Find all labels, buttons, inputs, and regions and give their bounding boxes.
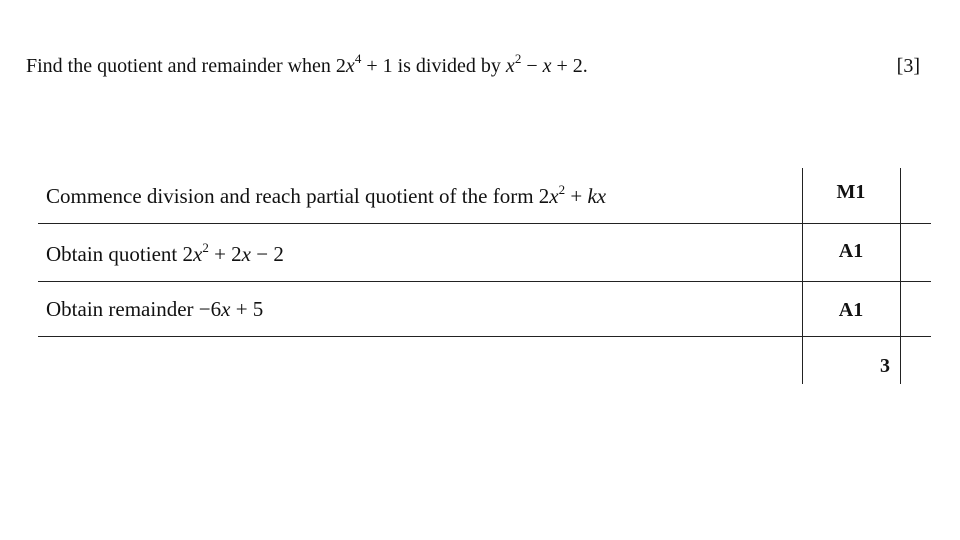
question-marks: [3] (896, 55, 920, 77)
question-variable: x (505, 55, 515, 77)
description-text: Obtain quotient 2 (46, 242, 193, 266)
description-variable: x (221, 297, 231, 321)
question-text-part: − (521, 55, 543, 77)
description-variable: kx (587, 184, 607, 208)
question-text-part: Find the quotient and remainder when 2 (26, 55, 346, 77)
description-text: Commence division and reach partial quotient of the form 2 (46, 184, 550, 208)
description-text: + 5 (230, 297, 264, 321)
description-variable: x (241, 242, 251, 266)
total-marks: 3 (880, 355, 890, 377)
scheme-description (46, 240, 284, 268)
question-text-part: + 2. (551, 55, 588, 77)
question-exponent: 4 (354, 51, 362, 67)
mark-code: A1 (838, 240, 864, 262)
description-text: + (565, 184, 588, 208)
total-row (38, 336, 931, 384)
description-text: Obtain remainder −6 (46, 297, 222, 321)
question-variable: x (542, 55, 552, 77)
question-text-part: + 1 is divided by (361, 55, 506, 77)
question-variable: x (345, 55, 355, 77)
description-exponent: 2 (558, 182, 566, 197)
mark-scheme-table (38, 168, 931, 384)
description-text: + 2 (208, 242, 242, 266)
scheme-description (46, 182, 606, 210)
scheme-row (38, 223, 931, 281)
question-text (26, 52, 588, 80)
scheme-description (46, 295, 263, 323)
question-exponent: 2 (514, 51, 522, 67)
description-variable: x (192, 242, 203, 266)
mark-code: M1 (836, 181, 866, 203)
description-variable: x (549, 184, 559, 208)
description-exponent: 2 (202, 240, 209, 255)
description-text: − 2 (250, 242, 284, 266)
mark-code: A1 (838, 299, 864, 321)
scheme-row (38, 281, 931, 336)
scheme-row (38, 168, 931, 223)
